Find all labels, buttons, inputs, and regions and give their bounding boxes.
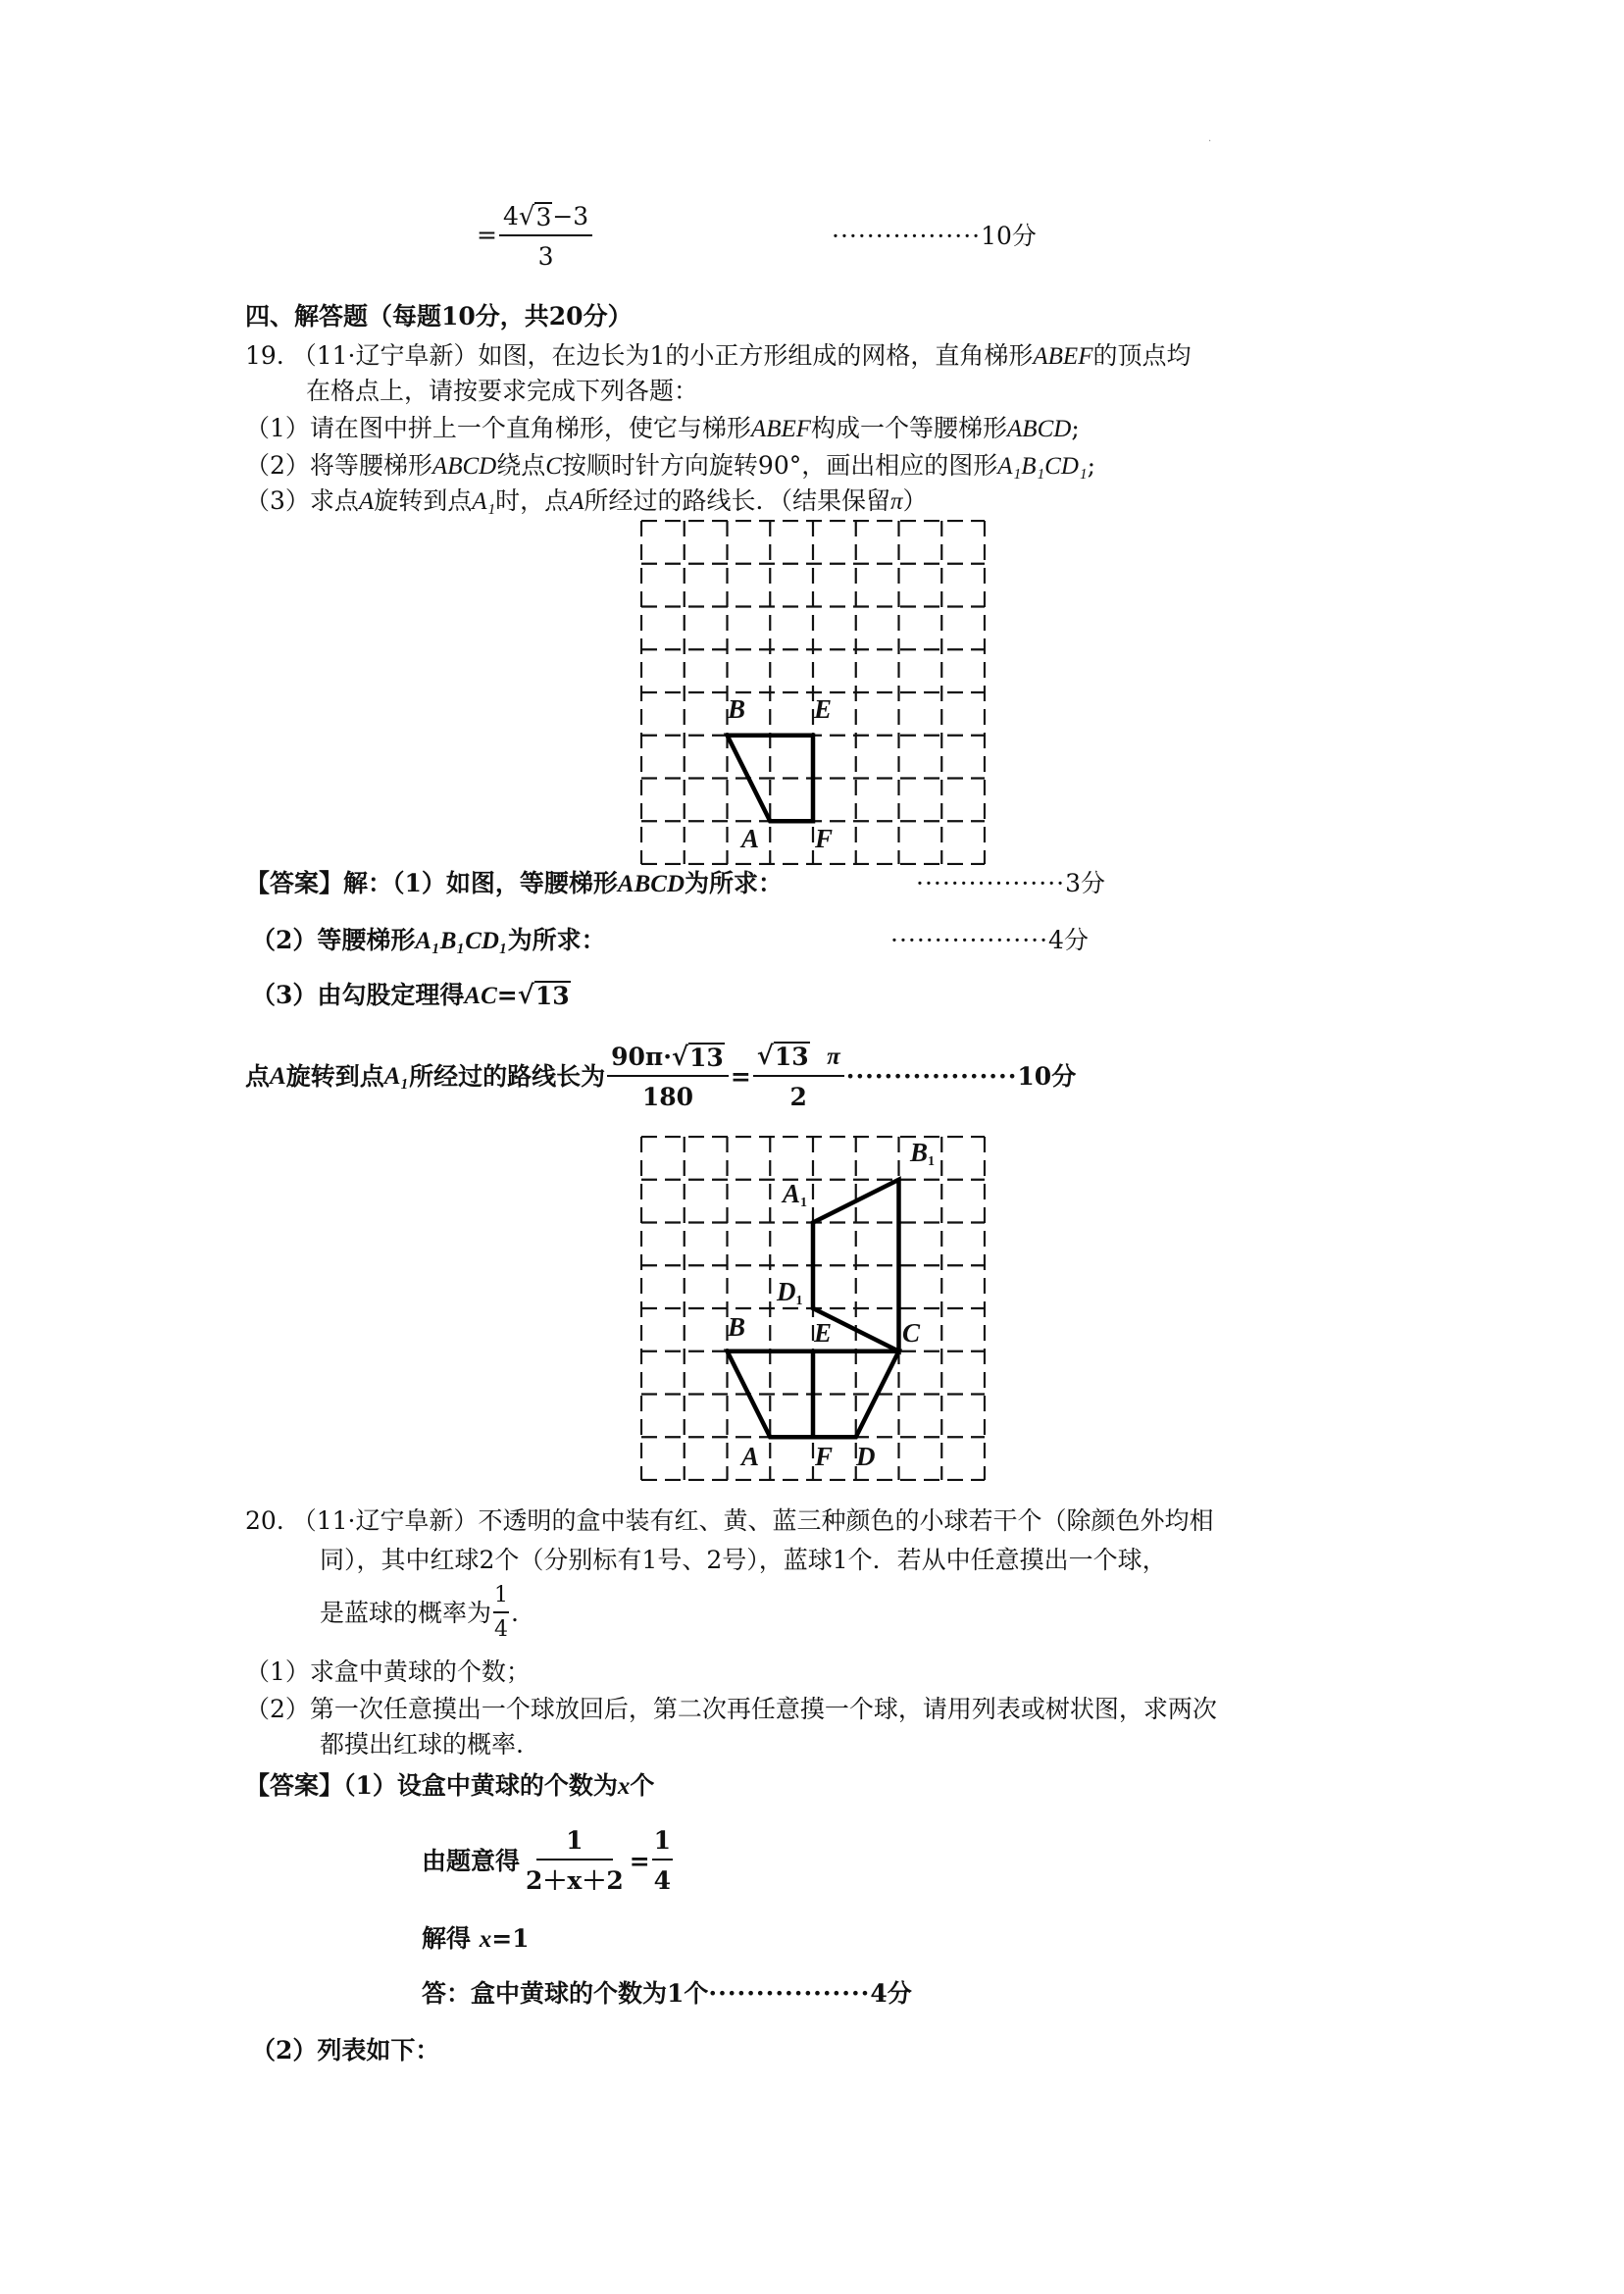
label-A: A bbox=[741, 824, 760, 853]
answer19-line1-score: ·················3分 bbox=[916, 869, 1106, 897]
answer-tag: 【答案】 bbox=[245, 1771, 344, 1800]
answer19-line2: （2）等腰梯形A₁B₁CD₁为所求： bbox=[251, 926, 606, 954]
q19-part3: （3）求点A旋转到点A₁时，点A所经过的路线长．（结果保留π） bbox=[245, 486, 928, 515]
q20-line3: 是蓝球的概率为 $\frac{1}{4}$ . bbox=[320, 1581, 519, 1645]
label-D1: $D_1$ bbox=[777, 1277, 803, 1308]
equation-lhs-fraction: $\frac{1}{2+x+2}$ bbox=[526, 1826, 624, 1895]
label-A1: $A_1$ bbox=[783, 1179, 808, 1210]
section-title: 四、解答题（每题10分，共20分） bbox=[245, 302, 633, 331]
answer19-line2-score: ··················4分 bbox=[890, 926, 1089, 954]
answer19-line4: 点 A 旋转到点 A₁ 所经过的路线长为 90π· √ 13 180 = √ 13 π 2 ·················· 10分 bbox=[245, 1042, 1077, 1111]
page-marker: . bbox=[1208, 133, 1212, 144]
q19-line2: 在格点上，请按要求完成下列各题： bbox=[306, 377, 699, 405]
answer20-solve: 解得 x=1 bbox=[422, 1924, 530, 1953]
figure1-grid bbox=[640, 520, 986, 865]
q20-part1: （1）求盒中黄球的个数； bbox=[245, 1657, 531, 1686]
answer20-part2: （2）列表如下： bbox=[251, 2036, 440, 2065]
arc-length-fraction: 90π· √ 13 180 bbox=[607, 1043, 729, 1112]
equals-sign: = bbox=[477, 221, 497, 249]
label-D: D bbox=[856, 1442, 876, 1471]
label-F: F bbox=[815, 824, 834, 853]
q20-part2-line1: （2）第一次任意摸出一个球放回后，第二次再任意摸一个球，请用列表或树状图，求两次 bbox=[245, 1695, 1217, 1723]
fraction: 4 √ 3 −3 3 bbox=[499, 202, 592, 272]
label-F: F bbox=[815, 1442, 834, 1471]
q19-part2: （2）将等腰梯形ABCD绕点C按顺时针方向旋转90°，画出相应的图形A₁B₁CD₁; bbox=[245, 451, 1096, 480]
label-B: B bbox=[728, 1312, 746, 1342]
label-B1: $B_1$ bbox=[910, 1138, 936, 1169]
label-A: A bbox=[741, 1442, 760, 1471]
q19-line1: 19. （11·辽宁阜新）如图，在边长为1的小正方形组成的网格，直角梯形ABEF的顶点均 bbox=[245, 341, 1192, 370]
label-E: E bbox=[814, 694, 833, 724]
answer20-equation: 由题意得 $\frac{1}{2+x+2}$ = $\frac{1}{4}$ bbox=[422, 1826, 672, 1895]
label-B: B bbox=[728, 694, 746, 724]
answer20-conclusion: 答：盒中黄球的个数为1个·················4分 bbox=[422, 1979, 912, 2008]
q20-part2-line2: 都摸出红球的概率. bbox=[320, 1730, 524, 1759]
q20-line1: 20. （11·辽宁阜新）不透明的盒中装有红、黄、蓝三种颜色的小球若干个（除颜色外均相 bbox=[245, 1506, 1214, 1535]
answer19-line3: （3）由勾股定理得AC= √ 13 bbox=[251, 981, 570, 1010]
label-E: E bbox=[814, 1318, 833, 1348]
figure2-grid bbox=[640, 1136, 986, 1481]
answer19-line1: 【答案】解：（1）如图，等腰梯形ABCD为所求： bbox=[245, 869, 784, 897]
label-C: C bbox=[902, 1318, 921, 1348]
answer20-line1: 【答案】（1）设盒中黄球的个数为x个 bbox=[245, 1771, 655, 1800]
answer-tag: 【答案】 bbox=[245, 869, 344, 897]
q19-part1: （1）请在图中拼上一个直角梯形，使它与梯形ABEF构成一个等腰梯形ABCD; bbox=[245, 414, 1080, 442]
arc-length-result: √ 13 π 2 bbox=[753, 1042, 844, 1112]
top-result-score: ·················10分 bbox=[832, 222, 1037, 250]
q20-line2: 同），其中红球2个（分别标有1号、2号），蓝球1个．若从中任意摸出一个球， bbox=[320, 1546, 1167, 1574]
top-result-formula bbox=[477, 202, 594, 272]
equation-rhs-fraction: $\frac{1}{4}$ bbox=[653, 1826, 672, 1895]
probability-fraction: $\frac{1}{4}$ bbox=[494, 1583, 509, 1642]
